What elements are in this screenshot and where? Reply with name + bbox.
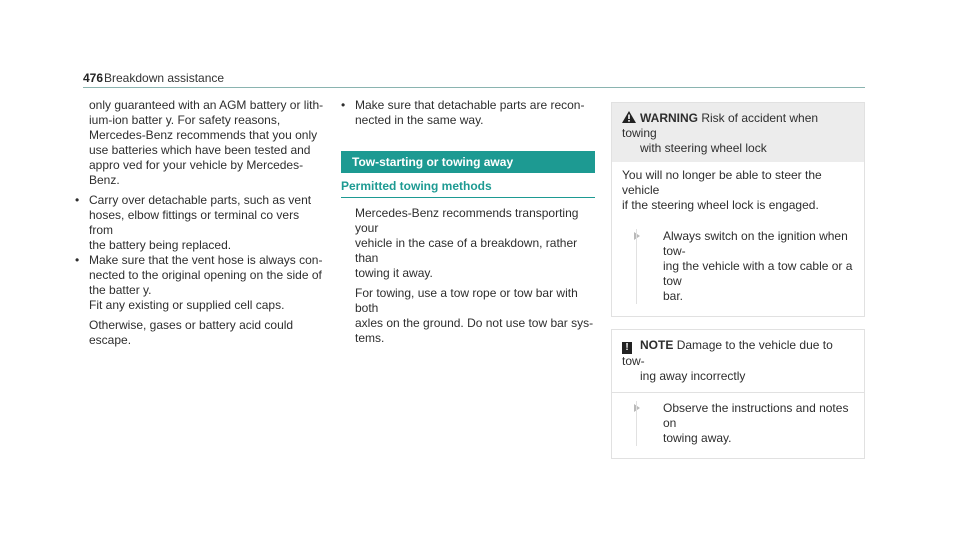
text-line: if the steering wheel lock is engaged.: [622, 198, 819, 212]
text-line: Mercedes-Benz recommends that you only: [89, 128, 318, 142]
text-line: Mercedes-Benz recommends transporting your: [355, 206, 579, 235]
section-title: Tow-starting or towing away: [341, 151, 595, 173]
paragraph: [75, 318, 325, 348]
subheading: Permitted towing methods: [341, 179, 595, 198]
text-line: towing away.: [663, 431, 732, 445]
bullet-item: [341, 98, 595, 128]
text-line: ing the vehicle with a tow cable or a tow: [663, 259, 853, 288]
text-line: Make sure that detachable parts are recon-: [355, 98, 585, 112]
bullet-dot: •: [341, 98, 346, 112]
bullet-dot: •: [75, 253, 80, 267]
text-line: tems.: [355, 331, 385, 345]
text-line: appro ved for your vehicle by Mercedes-Benz.: [89, 158, 304, 187]
text-line: For towing, use a tow rope or tow bar with both: [355, 286, 578, 315]
paragraph: [341, 286, 595, 346]
header-rule: [83, 87, 865, 88]
text-line: escape.: [89, 333, 132, 347]
note-text: Damage to the vehicle due to tow-: [622, 338, 833, 368]
text-line: hoses, elbow fittings or terminal co vers from: [89, 208, 300, 237]
text-line: use batteries which have been tested and: [89, 143, 311, 157]
text-line: axles on the ground. Do not use tow bar sys-: [355, 316, 594, 330]
column-3: [611, 98, 865, 471]
note-box: [611, 329, 865, 459]
warning-header: [612, 103, 864, 162]
column-2: [341, 98, 595, 346]
note-label: NOTE: [640, 338, 674, 352]
text-line: nected in the same way.: [355, 113, 484, 127]
warning-step: [612, 221, 864, 316]
continued-paragraph: [75, 98, 325, 188]
bullet-item: [75, 193, 325, 253]
warning-text: Risk of accident when towing: [622, 111, 819, 140]
note-header: [612, 330, 864, 392]
bullet-item: [75, 253, 325, 298]
header-title: Breakdown assistance: [104, 71, 225, 85]
text-line: the battery being replaced.: [89, 238, 232, 252]
text-line: Carry over detachable parts, such as vent: [89, 193, 312, 207]
warning-text: with steering wheel lock: [640, 141, 767, 155]
text-line: Otherwise, gases or battery acid could: [89, 318, 294, 332]
text-line: towing it away.: [355, 266, 433, 280]
text-line: You will no longer be able to steer the vehicle: [622, 168, 822, 197]
warning-label: WARNING: [640, 111, 698, 125]
text-line: vehicle in the case of a breakdown, rather than: [355, 236, 578, 265]
note-step: [612, 392, 864, 458]
page-header: [83, 67, 865, 89]
warning-triangle-icon: [622, 111, 636, 123]
text-line: ium-ion batter y. For safety reasons,: [89, 113, 281, 127]
text-line: the batter y.: [89, 283, 152, 297]
text-line: Make sure that the vent hose is always con-: [89, 253, 323, 267]
text-line: bar.: [663, 289, 684, 303]
paragraph: [341, 206, 595, 281]
note-text: ing away incorrectly: [640, 369, 746, 383]
text-line: Always switch on the ignition when tow-: [663, 229, 848, 258]
page-number: 476: [83, 71, 104, 85]
paragraph: Fit any existing or supplied cell caps.: [89, 298, 285, 312]
step-text: [636, 401, 854, 446]
text-line: nected to the original opening on the side of: [89, 268, 322, 282]
text-line: Observe the instructions and notes on: [663, 401, 849, 430]
text-line: only guaranteed with an AGM battery or lith-: [89, 98, 324, 112]
column-1: [75, 98, 325, 348]
bullet-dot: •: [75, 193, 80, 207]
warning-box: [611, 102, 865, 317]
exclamation-icon: !: [622, 342, 632, 354]
warning-body: [612, 162, 864, 221]
step-text: [636, 229, 854, 304]
